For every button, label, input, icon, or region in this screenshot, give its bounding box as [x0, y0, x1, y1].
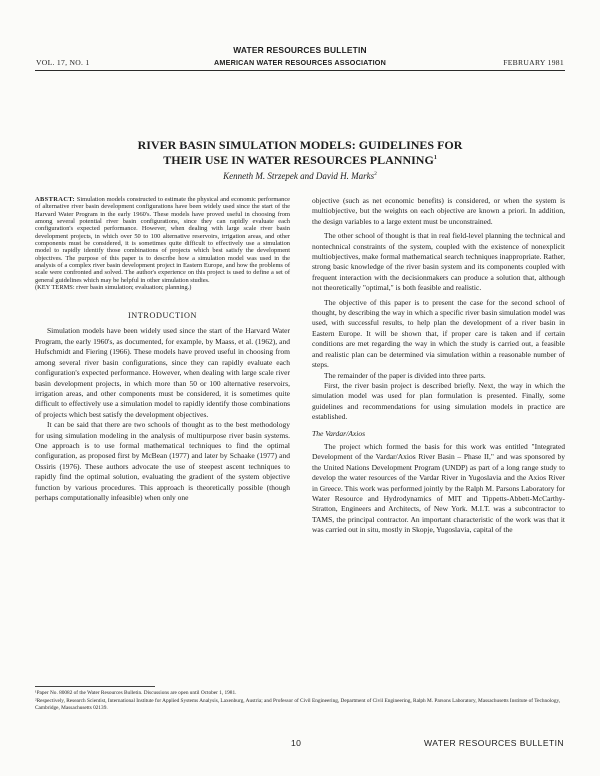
right-paragraph-3: The objective of this paper is to present the case for the second school of thought, by describing the way in which a specific river basin simulation model was used, with successful results, to help plan the development of a river basin in Eastern Europe. It will be shown that, if proper care is taken and if certain conditions are met regarding the way in which the study is carried out, a feasible and realistic plan can be determined via simulation within a reasonable number of steps. [312, 297, 565, 370]
intro-paragraph-2: It can be said that there are two schools of thought as to the best methodology for using simulation modeling in the analysis of multipurpose river basin systems. One approach is to use formal mathematical techniques to find the optimal configuration, as proposed first by McBean (1977) and later by Schaake (1977) and Ossiris (1976). These authors advocate the use of steepest ascent techniques to rapidly find the optimal solution, evaluating the gradient of the system objective function by various procedures. This approach is theoretically possible (though perhaps computationally infeasible) when only one [35, 420, 290, 502]
footnote-2: ²Respectively, Research Scientist, International Institute for Applied Systems Analysis, Laxenburg, Austria; and Professor of Civil Engineering, Department of Civil Engineering, Ralph M. Parsons Laboratory, Massachusetts Institute of Technology, Cambridge, Massachusetts 02139. [35, 697, 561, 712]
abstract-text: Simulation models constructed to estimate the physical and economic performance of alternative river basin development configurations have been widely used since the start of the Harvard Water Program in the early 1960's. These models have proved useful in choosing from among several potential river basin configurations, since they can rapidly evaluate each configuration's expected performance. However, when dealing with large scale river basin development projects, in which over 50 to 100 alternative reservoirs, irrigation areas, and other components must be considered, it is sometimes quite difficult to effectively use a simulation model to rapidly identify those combinations of projects which best satisfy the development objectives. The purpose of this paper is to describe how a simulation model was used in the analysis of a complex river basin development project in Eastern Europe, and how the problems of scale were confronted and solved. The author's experience on this project is used to define a set of general guidelines which may be helpful in other simulation studies. [35, 196, 290, 284]
abstract [35, 196, 290, 291]
abstract-label: ABSTRACT: [35, 196, 76, 203]
footnote-1: ¹Paper No. 80082 of the Water Resources Bulletin. Discussions are open until October 1, 1981. [35, 690, 237, 696]
article-title-line-2: THEIR USE IN WATER RESOURCES PLANNING$^1$ [163, 153, 437, 167]
right-paragraph-2: The other school of thought is that in real field-level planning the technical and nontechnical constraints of the system, coupled with the existence of nonexplicit multiobjectives, make formal mathematical search techniques inappropriate. Rather, strong basic knowledge of the river basin system and its components coupled with frequent interaction with the decisionmakers can produce a solution that, although not theoretically "optimal," is both feasible and realistic. [312, 231, 565, 293]
key-terms: (KEY TERMS: river basin simulation; evaluation; planning.) [35, 284, 192, 292]
article-authors: Kenneth M. Strzepek and David H. Marks$^2$ [223, 171, 377, 181]
right-paragraph-4: The remainder of the paper is divided into three parts. [324, 370, 486, 380]
page-number: 10 [291, 738, 302, 748]
issue-date: FEBRUARY 1981 [503, 58, 564, 67]
right-paragraph-6: The project which formed the basis for this work was entitled "Integrated Development of the Vardar/Axios River Basin – Phase II," and was sponsored by the United Nations Development Program (UNDP) as part of a long range study to develop the water resources of the Vardar River in Yugoslavia and the Axios River in Greece. This work was performed jointly by the Ralph M. Parsons Laboratory for Water Resource and Hydrodynamics of MIT and Tippetts-Abbett-McCarthy-Stratton, Engineers and Architects, of New York. M.I.T. was a subcontractor to TAMS, the principal contractor. An important characteristic of the work was that it was carried out in situ, mostly in Skopje, Yugoslavia, capital of the [312, 441, 565, 535]
volume-issue: VOL. 17, NO. 1 [36, 58, 90, 67]
association-name: AMERICAN WATER RESOURCES ASSOCIATION [214, 58, 386, 67]
footnote-rule [35, 686, 155, 687]
left-column [35, 196, 290, 503]
vardar-axios-subheading: The Vardar/Axios [312, 428, 366, 438]
footer-journal-name: WATER RESOURCES BULLETIN [424, 738, 564, 748]
footnotes [35, 690, 565, 713]
header-rule [35, 70, 565, 71]
right-paragraph-5: First, the river basin project is described briefly. Next, the way in which the simulation model was used for plan formulation is presented. Finally, some guidelines and recommendations for using simulation models in practice are established. [312, 380, 565, 422]
article-title-line-1: RIVER BASIN SIMULATION MODELS: GUIDELINES FOR [137, 138, 463, 152]
right-paragraph-1: objective (such as net economic benefits) is considered, or when the system is multiobjective, but the weights on each objective are known a priori. In addition, the design variables to a large extent must be unconstrained. [312, 196, 565, 226]
journal-name: WATER RESOURCES BULLETIN [233, 45, 367, 55]
introduction-heading: INTRODUCTION [127, 311, 198, 321]
right-column [312, 196, 565, 536]
intro-paragraph-1: Simulation models have been widely used since the start of the Harvard Water Program, the early 1960's, as documented, for example, by Maass, et al. (1962), and Hufschmidt and Fiering (1966). These models have proved useful in choosing from among several river basin configurations, since they can rapidly evaluate each configuration's expected performance. However, when dealing with large scale river basin development projects, in which more than 50 or 100 alternative reservoirs, irrigation areas, and other components must be considered, it is sometimes quite difficult to effectively use a simulation model to rapidly identify those combinations of projects which best satisfy the development objectives. [35, 326, 290, 419]
